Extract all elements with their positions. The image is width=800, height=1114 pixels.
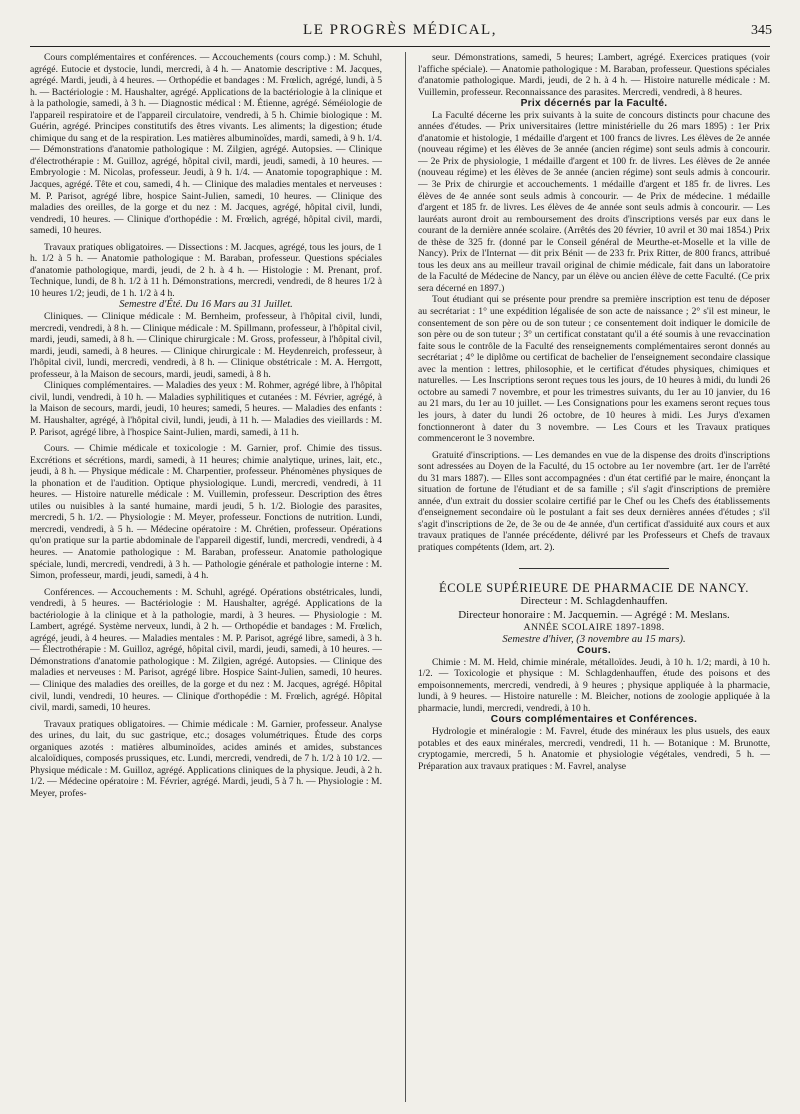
semestre-ete-heading: Semestre d'Été. Du 16 Mars au 31 Juillet. <box>119 299 293 311</box>
section-separator <box>519 568 669 569</box>
page-number: 345 <box>751 23 772 38</box>
paragraph-conferences: Conférences. — Accouchements : M. Schuhl, agrégé. Opérations obstétricales, lundi, vendredi, à 5 heures. — Bactériologie : M. Haushalter, agrégé. Applications de la bactériologie à la clinique et à la pathologie, mardi, à 3 heures. — Physiologie : M. Lambert, agrégé. Système nerveux, lundi, à 2 h. — Orthopédie et bandages : M. Frœlich, agrégé, jeudi, à 4 heures. — Maladies mentales : M. P. Parisot, agrégé libre, samedi, à 3 h. — Électrothérapie : M. Guilloz, agrégé, hôpital civil, mardi, jeudi, samedi, à 10 heures. — Démonstrations d'anatomie pathologique : M. Zilgien, agrégé. Autopsies. — Clinique des maladies et nerveuses : M. Parisot, agrégé libre. Hospice Saint-Julien, samedi, 10 heures. — Clinique des maladies des oreilles, de la gorge et du nez : M. Jacques, agrégé. Hôpital civil, lundi, vendredi, 10 heures. — Clinique d'orthopédie : M. Frœlich, agrégé. Hôpital civil, mardi, samedi, 10 heures. <box>30 586 382 714</box>
paragraph-pharmacie-cours: Chimie : M. M. Held, chimie minérale, métalloïdes. Jeudi, à 10 h. 1/2; mardi, à 10 h. 1/2. — Toxicologie et physique : M. Schlagdenhauffen, étude des poisons et des empoisonnements, mercredi, vendredi, à 9 heures ; physique appliquée à la pharmacie, lundi, à 9 heures. — Histoire naturelle : M. Bleicher, notions de zoologie appliquée à la pharmacie, lundi, mercredi, vendredi, à 10 h. <box>418 656 770 714</box>
paragraph-prix: La Faculté décerne les prix suivants à la suite de concours distincts pour chacune des années d'études. — Prix universitaires (lettre ministérielle du 26 mars 1895) : 1er Prix d'anatomie et histologie, 1 médaille d'argent et 100 francs de livres. Les élèves de 2e année (nouveau régime) et les élèves de 3e année (ancien régime) sont seuls admis à concourir. — 2e Prix de physiologie, 1 médaille d'argent et 100 fr. de livres. Les élèves de 2e année (nouveau régime) et les élèves de 3e année (ancien régime) sont seuls admis à concourir. — 3e Prix de chirurgie et accouchements. 1 médaille d'argent et 185 fr. de livres. Les élèves de 4e année sont seuls admis à concourir. — 4e Prix de médecine. 1 médaille d'argent et 185 fr. de livres. Les élèves de 4e année sont seuls admis à concourir. — Les lauréats auront droit au remboursement des droits d'inscriptions versés par eux dans le courant de la dernière année scolaire. (Arrêtés des 20 février, 10 avril et 30 mai 1854.) Prix de thèse de 325 fr. (donné par le Conseil général de Meurthe-et-Moselle et la ville de Nancy). Prix de l'Internat — dit prix Bénit — de 233 fr. Prix Ritter, de 800 francs, attribué tous les deux ans au meilleur travail original de chimie médicale, fait dans un laboratoire de la Faculté de Médecine de Nancy, par un élève ou ancien élève de cette Faculté. (Ce prix sera décerné en 1897.) <box>418 109 770 294</box>
paragraph-travaux-pratiques-ete: Travaux pratiques obligatoires. — Chimie médicale : M. Garnier, professeur. Analyse des urines, du lait, du suc gastrique, etc.; dosages volumétriques. Étude des corps organiques azotés : matières albuminoïdes, acides aminés et amides, substances alcaloïdiques, composés prussiques, etc. Lundi, mercredi, vendredi, de 7 h. 1/2 à 10 1/2. — Physique médicale : M. Guilloz, agrégé. Applications cliniques de la physique. Jeudi, à 2 h. 1/2. — Médecine opératoire : M. Février, agrégé. Mardi, jeudi, 5 à 7 h. — Physiologie : M. Meyer, profes- <box>30 718 382 799</box>
cours-complementaires-heading: Cours complémentaires et Conférences. <box>490 714 698 726</box>
column-divider <box>405 52 406 1102</box>
paragraph-cliniques: Cliniques. — Clinique médicale : M. Bernheim, professeur, à l'hôpital civil, lundi, mercredi, vendredi, à 8 h. — Clinique médicale : M. Spillmann, professeur, à l'hôpital civil, mardi, jeudi, samedi, à 8 h. — Clinique chirurgicale : M. Gross, professeur, à l'hôpital civil, mardi, jeudi, samedi, à 8 heures. — Clinique chirurgicale : M. Heydenreich, professeur, à l'hôpital civil, lundi, mercredi, vendredi, à 8 h. — Clinique obstétricale : M. A. Herrgott, professeur, à la Maison de secours, mardi, jeudi, samedi, à 8 h. <box>30 311 382 380</box>
paragraph-pharmacie-complementaires: Hydrologie et minéralogie : M. Favrel, étude des minéraux les plus usuels, des eaux potables et des eaux minérales, mercredi, vendredi, 11 h. — Botanique : M. Brunotte, cryptogamie, mercredi, 5 h. Anatomie et physiologie végétales, vendredi, 5 h. — Préparation aux travaux pratiques : M. Favrel, analyse <box>418 725 770 772</box>
school-year: ANNÉE SCOLAIRE 1897-1898. <box>523 622 665 634</box>
cours-heading: Cours. <box>576 645 612 657</box>
journal-title: LE PROGRÈS MÉDICAL, <box>303 22 497 38</box>
semestre-hiver: Semestre d'hiver, (3 novembre au 15 mars). <box>502 633 686 645</box>
left-column <box>30 52 382 1110</box>
paragraph-inscription: Tout étudiant qui se présente pour prendre sa première inscription est tenu de déposer au secrétariat : 1° une expédition légalisée de son acte de naissance ; 2° s'il est mineur, le consentement de son père ou de son tuteur ; ce consentement doit indiquer le domicile de son père ou de son tuteur ; 3° un certificat constatant qu'il a été soumis à une revaccination faite sous le contrôle de la Faculté des renseignements complémentaires seront donnés au secrétariat ; 4° le diplôme ou certificat de bachelier de l'enseignement secondaire classique avec la mention : lettres, philosophie, et le certificat d'études physiques, chimiques et naturelles. — Les Inscriptions seront reçues tous les jours, de 10 heures à midi, du lundi 26 octobre au samedi 7 novembre, et pour les trimestres suivants, du 1er au 10 janvier, du 16 au 21 mars, du 1er au 10 juillet. — Les Consignations pour les examens seront reçues tous les jours, à dater du lundi 26 octobre, de 10 heures à midi. Les Jurys d'examen fonctionneront à dater du 3 novembre. — Les Cours et les Travaux pratiques commenceront le 3 novembre. <box>418 294 770 445</box>
paragraph-continuation: seur. Démonstrations, samedi, 5 heures; Lambert, agrégé. Exercices pratiques (voir l'affiche spéciale). — Anatomie pathologique : M. Baraban, professeur. Questions spéciales d'anatomie pathologique. Mardi, jeudi, de 2 h. à 4 h. — Histoire naturelle médicale : M. Vuillemin, professeur. Reconnaissance des parasites. Mercredi, vendredi, à 8 heures. <box>418 52 770 98</box>
paragraph-cours: Cours. — Chimie médicale et toxicologie : M. Garnier, prof. Chimie des tissus. Excrétions et sécrétions, mardi, samedi, à 11 heures; chimie analytique, urines, lait, etc., jeudi, à 8 h. — Physique médicale : M. Charpentier, professeur. Phénomènes physiques de la phonation et de l'audition. Optique physiologique. Lundi, mercredi, vendredi, à 11 heures. — Histoire naturelle médicale : M. Vuillemin, professeur. Description des êtres utiles ou nuisibles à la santé humaine, mardi jeudi, 5 h. 1/2. Biologie des parasites, mercredi, 5 h. 1/2. — Physiologie : M. Meyer, professeur. Fonctions de nutrition. Lundi, mercredi, vendredi, à 5 h. — Médecine opératoire : M. Chrétien, professeur. Opérations qu'on pratique sur la partie abdominale de l'appareil digestif, lundi, mercredi, vendredi, à 4 heures. — Anatomie pathologique : M. Baraban, professeur. Anatomie pathologique spéciale, lundi, mercredi, vendredi, à 3 h. — Pathologie générale et pathologie interne : M. Simon, professeur, mardi, jeudi, samedi, à 4 h. <box>30 443 382 582</box>
director-line: Directeur : M. Schlagdenhauffen. <box>520 595 668 608</box>
header-rule <box>30 46 770 47</box>
paragraph-travaux-pratiques: Travaux pratiques obligatoires. — Dissections : M. Jacques, agrégé, tous les jours, de 1 h. 1/2 à 5 h. — Anatomie pathologique : M. Baraban, professeur. Questions spéciales d'anatomie pathologique, mardi, jeudi, de 2 h. à 4 h. — Histologie : M. Prenant, prof. Technique, lundi, de 8 h. 1/2 à 11 h. Démonstrations, mercredi, vendredi, de 8 heures 1/2 à 10 heures 1/2; jeudi, de 1 h. 1/2 à 4 h. <box>30 241 382 299</box>
honorary-director-line: Directeur honoraire : M. Jacquemin. — Agrégé : M. Meslans. <box>458 609 730 622</box>
running-head <box>0 22 800 42</box>
paragraph-cliniques-complementaires: Cliniques complémentaires. — Maladies des yeux : M. Rohmer, agrégé libre, à l'hôpital civil, lundi, vendredi, à 10 h. — Maladies syphilitiques et cutanées : M. Février, agrégé, à la Maison de secours, mardi, jeudi, 10 heures; samedi, 5 heures. — Maladies des enfants : M. Haushalter, agrégé, à l'hôpital civil, lundi, jeudi, à 11 h. — Maladies des vieillards : M. P. Parisot, agrégé libre, à l'hospice Saint-Julien, mardi, samedi, à 11 h. <box>30 380 382 438</box>
paragraph-gratuite: Gratuité d'inscriptions. — Les demandes en vue de la dispense des droits d'inscriptions sont adressées au Doyen de la Faculté, du 15 octobre au 1er novembre (art. 1er de l'arrêté du 31 mars 1887). — Elles sont accompagnées : d'un état certifié par le maire, énonçant la situation de fortune de l'étudiant et de sa famille ; s'il s'agit d'inscriptions de première année, d'un extrait du dossier scolaire certifié par le Chef ou les Chefs des établissements d'enseignement secondaire où le postulant a fait ses deux dernières années d'études ; s'il s'agit d'inscriptions de 2e, de 3e ou de 4e année, d'un certificat d'assiduité aux cours et aux travaux pratiques de l'année précédente, délivré par les Professeurs et Chefs de travaux pratiques compétents (Idem, art. 2). <box>418 449 770 553</box>
school-title: ÉCOLE SUPÉRIEURE DE PHARMACIE DE NANCY. <box>438 580 750 595</box>
right-column <box>418 52 770 1110</box>
paragraph-cours-complementaires: Cours complémentaires et conférences. — Accouchements (cours comp.) : M. Schuhl, agrégé. Eutocie et dystocie, lundi, mercredi, à 4 h. — Anatomie descriptive : M. Jacques, agrégé. Mardi, jeudi, à 4 heures. — Orthopédie et bandages : M. Frœlich, agrégé, lundi, à 5 h. — Bactériologie : M. Haushalter, agrégé. Applications de la bactériologie à la clinique et à la pathologie, samedi, à 3 h. — Diagnostic médical : M. Étienne, agrégé. Séméiologie de l'appareil respiratoire et de l'appareil circulatoire, vendredi, à 5 h. Chimie biologique : M. Guérin, agrégé. Principes constitutifs des êtres vivants. Les aliments; la digestion; étude chimique du sang et de la respiration. Les matières albuminoïdes, mardi, samedi, à 9 h. 1/4. — Démonstrations d'anatomie pathologique : M. Zilgien, agrégé. Autopsies. — Clinique d'électrothérapie : M. Guilloz, agrégé, hôpital civil, mardi, jeudi, samedi, à 10 heures. — Embryologie : M. Nicolas, professeur. Jeudi, à 9 h. 1/4. — Anatomie topographique : M. Jacques, agrégé. Tête et cou, samedi, 4 h. — Clinique des maladies mentales et nerveuses : M. P. Parisot, agrégé libre, hospice Saint-Julien, samedi, 10 heures. — Clinique des maladies des oreilles, de la gorge et du nez : M. Jacques, agrégé, hôpital civil, lundi, vendredi, 10 heures. — Clinique d'orthopédie : M. Frœlich, agrégé, hôpital civil, mardi, samedi, 10 heures. <box>30 52 382 237</box>
prix-heading: Prix décernés par la Faculté. <box>520 98 668 110</box>
